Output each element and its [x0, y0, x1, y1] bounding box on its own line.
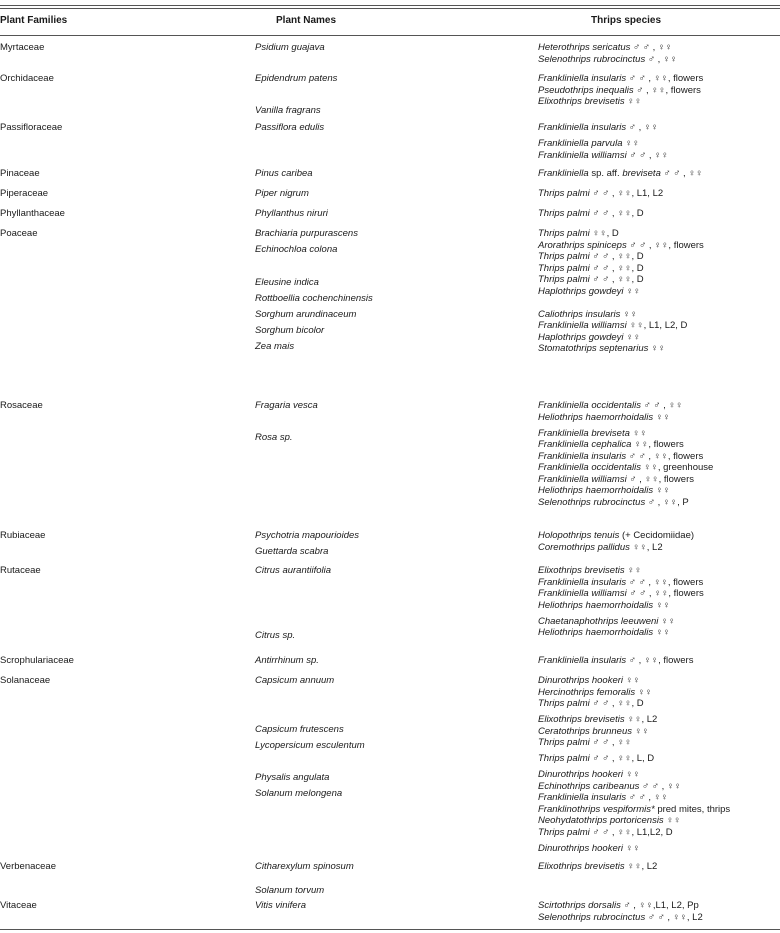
thrips-species-entry: Thrips palmi ♂ ♂ , ♀♀, D: [538, 274, 644, 285]
plant-family-cell: Orchidaceae: [0, 73, 54, 84]
thrips-species-entry: Caliothrips insularis ♀♀: [538, 308, 638, 320]
plant-name: [255, 597, 331, 613]
plant-name: [255, 805, 365, 821]
plant-family-cell: Rubiaceae: [0, 530, 46, 541]
thrips-species-entry: Neohydatothrips portoricensis ♀♀: [538, 815, 681, 826]
plant-name: [255, 581, 331, 597]
thrips-species-entry: Ceratothrips brunneus ♀♀: [538, 725, 649, 737]
plant-name: Brachiaria purpurascens: [255, 228, 358, 239]
plant-family-cell: Rutaceae: [0, 565, 41, 576]
plant-name: Phyllanthus niruri: [255, 208, 328, 219]
thrips-species-entry: Dinurothrips hookeri ♀♀: [538, 842, 640, 854]
plant-name: [255, 691, 365, 707]
plant-name: [255, 614, 331, 630]
plant-family-cell: Vitaceae: [0, 900, 37, 911]
thrips-species-entry: Scirtothrips dorsalis ♂ , ♀♀,L1, L2, Pp: [538, 900, 699, 911]
plant-name: [255, 260, 373, 276]
plant-family-cell: Myrtaceae: [0, 42, 45, 53]
table-top-rule-2: [0, 8, 780, 9]
thrips-species-entry: Thrips palmi ♂ ♂ , ♀♀, D: [538, 251, 644, 262]
plant-names-cell: [255, 400, 318, 449]
thrips-species-entry: Haplothrips gowdeyi ♀♀: [538, 285, 641, 297]
thrips-species-entry: Elixothrips brevisetis ♀♀, L2: [538, 861, 658, 872]
thrips-species-entry: Thrips palmi ♂ ♂ , ♀♀, L1,L2, D: [538, 826, 673, 838]
plant-name: [255, 89, 337, 105]
header-rule: [0, 35, 780, 36]
plant-name: Vitis vinifera: [255, 900, 307, 911]
thrips-species-entry: Franklinothrips vespiformis* pred mites, thrips: [538, 803, 731, 815]
plant-names-cell: [255, 122, 324, 138]
thrips-species-cell: [538, 122, 668, 161]
plant-name: Solanum melongena: [255, 788, 343, 800]
plant-name: Capsicum annuum: [255, 675, 335, 686]
thrips-species-entry: Frankliniella occidentalis ♀♀, greenhouse: [538, 462, 714, 473]
thrips-species-entry: Frankliniella insularis ♂ ♂ , ♀♀, flowers: [538, 576, 704, 588]
plant-name: [255, 837, 365, 853]
thrips-species-cell: [538, 565, 704, 639]
thrips-species-entry: Frankliniella insularis ♂ ♂ , ♀♀, flowers: [538, 450, 704, 462]
thrips-species-cell: [538, 228, 704, 355]
thrips-species-entry: Frankliniella williamsi ♂ ♂ , ♀♀, flowers: [538, 588, 704, 599]
plant-names-cell: [255, 42, 325, 58]
plant-names-cell: [255, 228, 373, 358]
thrips-species-cell: [538, 188, 663, 200]
thrips-species-entry: Elixothrips brevisetis ♀♀, L2: [538, 714, 658, 725]
thrips-species-entry: Frankliniella williamsi ♂ , ♀♀, flowers: [538, 473, 694, 485]
plant-name: Citharexylum spinosum: [255, 861, 354, 872]
plant-names-cell: [255, 208, 328, 224]
plant-name: Capsicum frutescens: [255, 723, 344, 735]
plant-name: Rosa sp.: [255, 432, 293, 444]
thrips-species-entry: Selenothrips rubrocinctus ♂ , ♀♀: [538, 53, 678, 65]
plant-name: Fragaria vesca: [255, 400, 318, 411]
thrips-species-entry: Heliothrips haemorrhoidalis ♀♀: [538, 485, 670, 496]
thrips-species-entry: Selenothrips rubrocinctus ♂ ♂ , ♀♀, L2: [538, 911, 703, 923]
plant-name: Pinus caribea: [255, 168, 313, 179]
plant-names-cell: [255, 861, 354, 877]
plant-family-cell: Phyllanthaceae: [0, 208, 65, 219]
plant-name: Epidendrum patens: [255, 73, 338, 84]
thrips-species-entry: Thrips palmi ♂ ♂ , ♀♀: [538, 737, 632, 748]
plant-names-cell: [255, 530, 359, 562]
thrips-species-entry: Frankliniella cephalica ♀♀, flowers: [538, 439, 684, 450]
plant-name: [255, 416, 318, 432]
thrips-species-entry: Frankliniella breviseta ♀♀: [538, 427, 647, 439]
thrips-species-entry: Heterothrips sericatus ♂ ♂ , ♀♀: [538, 42, 673, 53]
plant-name: Sorghum arundinaceum: [255, 308, 357, 320]
plant-name: [255, 756, 365, 772]
thrips-species-entry: Dinurothrips hookeri ♀♀: [538, 769, 640, 780]
thrips-species-entry: Frankliniella williamsi ♂ ♂ , ♀♀: [538, 149, 669, 161]
plant-name: Citrus aurantiifolia: [255, 565, 332, 576]
table-bottom-rule: [0, 929, 780, 930]
plant-name: [255, 821, 365, 837]
thrips-species-entry: Thrips palmi ♀♀, D: [538, 228, 619, 239]
plant-name: Psidium guajava: [255, 42, 325, 53]
thrips-species-entry: Frankliniella insularis ♂ , ♀♀, flowers: [538, 655, 694, 666]
thrips-species-cell: [538, 900, 703, 923]
plant-name: Rottboellia cochenchinensis: [255, 292, 373, 304]
plant-name: Piper nigrum: [255, 188, 309, 199]
thrips-species-entry: Arorathrips spiniceps ♂ ♂ , ♀♀, flowers: [538, 239, 704, 251]
thrips-species-cell: [538, 208, 644, 220]
plant-family-cell: Scrophulariaceae: [0, 655, 74, 666]
plant-names-cell: [255, 565, 331, 646]
thrips-species-cell: [538, 861, 657, 873]
thrips-species-entry: Frankliniella williamsi ♀♀, L1, L2, D: [538, 320, 688, 331]
thrips-species-entry: Dinurothrips hookeri ♀♀: [538, 675, 640, 686]
plant-name: Physalis angulata: [255, 772, 330, 784]
plant-name: [255, 707, 365, 723]
plant-name: Psychotria mapourioides: [255, 530, 360, 541]
thrips-species-entry: Pseudothrips inequalis ♂ , ♀♀, flowers: [538, 84, 701, 96]
thrips-species-entry: Elixothrips brevisetis ♀♀: [538, 565, 642, 576]
thrips-species-entry: Hercinothrips femoralis ♀♀: [538, 686, 653, 698]
plant-family-cell: Passifloraceae: [0, 122, 63, 133]
plant-names-cell: [255, 188, 309, 204]
thrips-species-entry: Echinothrips caribeanus ♂ ♂ , ♀♀: [538, 780, 682, 792]
header-plant-names: Plant Names: [276, 15, 337, 26]
thrips-species-entry: Frankliniella insularis ♂ , ♀♀: [538, 122, 659, 133]
thrips-species-entry: Frankliniella sp. aff. breviseta ♂ ♂ , ♀♀: [538, 168, 703, 179]
plant-name: Eleusine indica: [255, 276, 319, 288]
plant-name: Lycopersicum esculentum: [255, 739, 365, 751]
plant-family-cell: Rosaceae: [0, 400, 43, 411]
thrips-species-cell: [538, 400, 713, 508]
plant-name: Solanum torvum: [255, 885, 325, 897]
thrips-species-entry: Thrips palmi ♂ ♂ , ♀♀, D: [538, 262, 644, 274]
thrips-species-entry: Frankliniella parvula ♀♀: [538, 138, 640, 149]
thrips-species-entry: Haplothrips gowdeyi ♀♀: [538, 331, 641, 343]
plant-name: Echinochloa colona: [255, 244, 338, 256]
thrips-species-entry: Frankliniella insularis ♂ ♂ , ♀♀, flowers: [538, 73, 704, 84]
thrips-species-entry: Chaetanaphothrips leeuweni ♀♀: [538, 615, 676, 627]
thrips-species-entry: Thrips palmi ♂ ♂ , ♀♀, L1, L2: [538, 188, 664, 199]
thrips-species-entry: [538, 297, 704, 309]
thrips-species-cell: [538, 530, 694, 558]
thrips-species-entry: Heliothrips haemorrhoidalis ♀♀: [538, 599, 670, 611]
thrips-species-entry: Thrips palmi ♂ ♂ , ♀♀, L, D: [538, 753, 655, 764]
thrips-species-entry: Thrips palmi ♂ ♂ , ♀♀, D: [538, 208, 644, 219]
table-top-rule: [0, 5, 780, 6]
plant-names-cell: [255, 168, 313, 184]
thrips-species-entry: Frankliniella insularis ♂ ♂ , ♀♀: [538, 792, 668, 803]
plant-family-cell: Solanaceae: [0, 675, 51, 686]
plant-name: Sorghum bicolor: [255, 325, 325, 337]
thrips-species-cell: [538, 42, 677, 65]
thrips-species-cell: [538, 675, 730, 854]
plant-name: Citrus sp.: [255, 629, 296, 641]
plant-family-cell: Poaceae: [0, 228, 38, 239]
thrips-species-entry: Holopothrips tenuis (+ Cecidomiidae): [538, 530, 695, 541]
plant-name: Passiflora edulis: [255, 122, 325, 133]
thrips-species-entry: Stomatothrips septenarius ♀♀: [538, 343, 666, 354]
thrips-species-entry: Coremothrips pallidus ♀♀, L2: [538, 541, 663, 553]
thrips-species-entry: Selenothrips rubrocinctus ♂ , ♀♀, P: [538, 496, 689, 508]
plant-name: Guettarda scabra: [255, 546, 329, 558]
thrips-species-entry: Heliothrips haemorrhoidalis ♀♀: [538, 627, 670, 638]
thrips-species-cell: [538, 73, 703, 108]
plant-name: Zea mais: [255, 341, 295, 353]
header-plant-families: Plant Families: [0, 15, 68, 26]
thrips-species-cell: [538, 655, 693, 667]
plant-family-cell: Verbenaceae: [0, 861, 56, 872]
plant-family-cell: Piperaceae: [0, 188, 49, 199]
plant-names-cell: [255, 73, 337, 122]
thrips-species-entry: Thrips palmi ♂ ♂ , ♀♀, D: [538, 698, 644, 709]
plant-names-cell: [255, 655, 319, 671]
plant-family-cell: Pinaceae: [0, 168, 40, 179]
thrips-species-cell: [538, 168, 703, 180]
thrips-species-entry: Heliothrips haemorrhoidalis ♀♀: [538, 411, 670, 423]
thrips-species-entry: Elixothrips brevisetis ♀♀: [538, 96, 642, 107]
plant-name: Vanilla fragrans: [255, 105, 321, 117]
thrips-species-entry: Frankliniella occidentalis ♂ ♂ , ♀♀: [538, 400, 683, 411]
plant-name: Antirrhinum sp.: [255, 655, 319, 666]
header-thrips-species: Thrips species: [591, 15, 662, 26]
plant-names-cell: [255, 900, 306, 916]
